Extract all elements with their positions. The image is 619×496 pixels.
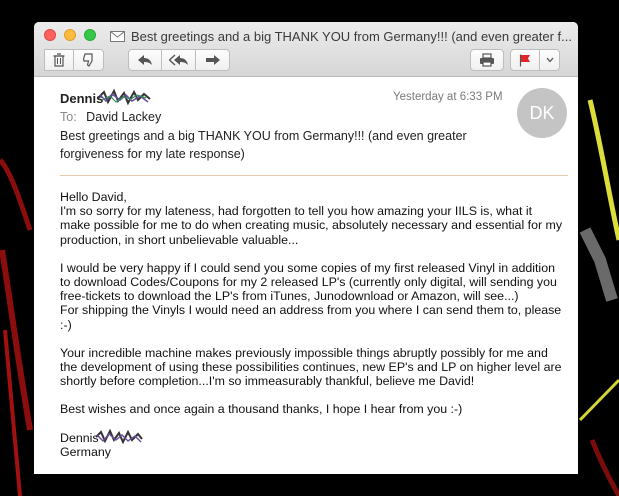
- reply-icon: [137, 54, 153, 66]
- toolbar: [34, 49, 578, 73]
- redacted-scribble: [96, 86, 152, 108]
- body-paragraph-machine: Your incredible machine makes previously impossible things abruptly possibly for me and the development of using these possibilities continues, new EP's and LP on higher level are shortly before completion...I'm so immeasurably thankful, believe me David!: [60, 345, 562, 389]
- body-paragraph-vinyl: I would be very happy if I could send you some copies of my first released Vinyl in addition to download Codes/Coupons for my 2 released LP's (currently only digital, will sending you free-tickets to download the LP's from iTunes, Junodownload or Amazon, will see...) For shipping the Vinyls I would need an address from you where I can send them to, please :-): [60, 260, 562, 332]
- minimize-window-button[interactable]: [64, 29, 76, 41]
- header-divider: [60, 175, 568, 176]
- message-body: [60, 190, 565, 459]
- reply-button[interactable]: [128, 49, 162, 71]
- reply-all-icon: [169, 54, 189, 66]
- delete-button[interactable]: [44, 49, 74, 71]
- recipient-name[interactable]: David Lackey: [86, 110, 162, 124]
- forward-icon: [205, 54, 221, 66]
- flag-icon: [519, 54, 531, 67]
- mail-window: [34, 22, 578, 474]
- reply-all-button[interactable]: [162, 49, 196, 71]
- body-signature: Dennis Germany: [60, 430, 111, 459]
- flag-button[interactable]: [510, 49, 540, 71]
- junk-thumb-icon: [82, 53, 96, 67]
- envelope-icon: [110, 31, 125, 42]
- close-window-button[interactable]: [44, 29, 56, 41]
- message-subject: Best greetings and a big THANK YOU from Germany!!! (and even greater forgiveness for my late response): [60, 129, 467, 161]
- message-date: Yesterday at 6:33 PM: [393, 91, 503, 103]
- body-paragraph-closing: Best wishes and once again a thousand thanks, I hope I hear from you :-): [60, 402, 463, 417]
- trash-icon: [53, 53, 65, 67]
- to-label: To:: [60, 110, 77, 124]
- avatar: DK: [517, 88, 567, 138]
- window-title-text: Best greetings and a big THANK YOU from Germany!!! (and even greater f...: [131, 28, 572, 44]
- forward-button[interactable]: [196, 49, 230, 71]
- window-title: [110, 27, 572, 45]
- window-controls: [44, 29, 96, 41]
- junk-button[interactable]: [74, 49, 104, 71]
- zoom-window-button[interactable]: [84, 29, 96, 41]
- body-paragraph-greeting: Hello David, I'm so sorry for my lateness, had forgotten to tell you how amazing your IILS is, what it make possible for me to do when creating music, absolutely necessary and essential for my production, in short unbelievable valuable...: [60, 190, 563, 247]
- recipient-row: [60, 110, 161, 124]
- chevron-down-icon: [546, 57, 554, 63]
- print-icon: [479, 53, 495, 67]
- sender-name: Dennis: [60, 91, 104, 106]
- signature-redacted-scribble: [94, 427, 144, 447]
- print-button[interactable]: [470, 49, 504, 71]
- title-bar: [34, 22, 578, 77]
- flag-menu-button[interactable]: [540, 49, 560, 71]
